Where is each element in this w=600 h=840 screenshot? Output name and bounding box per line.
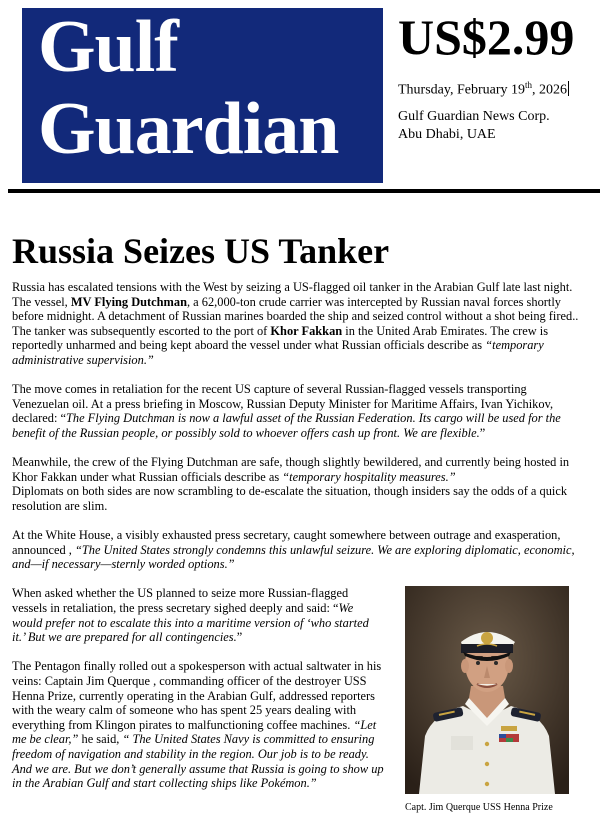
- quote: The Flying Dutchman is now a lawful asset of the Russian Federation. Its cargo will be used for the benefit of the Russian people, or possibly sold to whoever offers cash up front. We are flexible.: [12, 411, 561, 440]
- ship-name: MV Flying Dutchman: [70, 294, 187, 309]
- article-paragraph: Russia has escalated tensions with the West by seizing a US-flagged oil tanker in the Arabian Gulf late last night.: [12, 280, 573, 294]
- quote: We would prefer not to escalate this into a maritime version of ‘who started it.’ But we are prepared for all contingencies.: [12, 601, 369, 645]
- captain-photo: [405, 586, 569, 794]
- quote: “Let me be clear,”: [12, 717, 377, 747]
- quote: “The United States strongly condemns this unlawful seizure. We are exploring diplomatic, economic, and—if necessary—sternly worded options.”: [12, 542, 575, 572]
- article-paragraph: When asked whether the US planned to seize more Russian-flagged vessels in retaliation, the press secretary sighed deeply and said: “We would prefer not to escalate this into a maritime version of ‘who started it.’ But we are prepared for all contingencies.”: [12, 586, 369, 645]
- quote: “ The United States Navy is committed to ensuring freedom of navigation and stability in the region. Our job is to be ready. And we are. But we don’t generally assume that Russia is going to show up in the Arabian Gulf and start collecting ships like Pokémon.”: [12, 732, 384, 791]
- quote: “temporary hospitality measures.”: [282, 469, 456, 484]
- issue-date: [398, 80, 569, 99]
- article-paragraph: The move comes in retaliation for the recent US capture of several Russian-flagged vessels transporting Venezuelan oil. At a press briefing in Moscow, Russian Deputy Minister for Maritime Affairs, Ivan Yichikov, declared: “The Flying Dutchman is now a lawful asset of the Russian Federation. Its cargo will be used for the benefit of the Russian people, or possibly sold to whoever offers cash up front. We are flexible.”: [12, 382, 561, 440]
- publisher-location: Abu Dhabi, UAE: [398, 127, 496, 142]
- issue-date-ordinal: th: [525, 80, 533, 90]
- publisher-name: Gulf Guardian News Corp.: [398, 109, 550, 124]
- headline: Russia Seizes US Tanker: [12, 231, 390, 271]
- article-paragraph: At the White House, a visibly exhausted press secretary, caught somewhere between outrage and exasperation, announced , “The United States strongly condemns this unlawful seizure. We are exploring diplomatic, economic, and—if necessary—sternly worded options.”: [12, 528, 575, 572]
- masthead-line-1: Gulf: [38, 6, 178, 88]
- article-paragraph: Meanwhile, the crew of the Flying Dutchman are safe, though slightly bewildered, and currently being hosted in Khor Fakkan under what Russian officials describe as “temporary hospitality measures.”: [12, 455, 570, 484]
- price: US$2.99: [398, 9, 575, 65]
- article-paragraph: The vessel, MV Flying Dutchman, a 62,000-ton crude carrier was intercepted by Russian naval forces shortly before midnight. A detachment of Russian marines boarded the ship and seized control without a shot being fired.. The tanker was subsequently escorted to the port of Khor Fakkan in the United Arab Emirates. The crew is reportedly unharmed and being kept aboard the vessel under what Russian officials describe as “temporary administrative supervision.”: [12, 294, 579, 367]
- issue-date-year: , 2026: [532, 82, 568, 98]
- masthead-logo: [22, 8, 383, 183]
- masthead-line-2: Guardian: [38, 88, 339, 170]
- portrait-illustration: [405, 586, 569, 794]
- article-paragraph: The Pentagon finally rolled out a spokesperson with actual saltwater in his veins: Captain Jim Querque , commanding officer of the destroyer USS Henna Prize, currently operating in the Arabian Gulf, addressed reporters with the weary calm of someone who has spent 25 years dealing with everything from Klingon pirates to malfunctioning coffee machines. “Let me be clear,” he said, “ The United States Navy is committed to ensuring freedom of navigation and stability in the region. Our job is to be ready. And we are. But we don’t generally assume that Russia is going to show up in the Arabian Gulf and start collecting ships like Pokémon.”: [12, 659, 384, 791]
- article-paragraph: Diplomats on both sides are now scrambling to de-escalate the situation, though insiders say the odds of a quick resolution are slim.: [12, 484, 568, 513]
- text-cursor: [568, 81, 569, 96]
- photo-caption: Capt. Jim Querque USS Henna Prize: [405, 802, 553, 813]
- quote: “temporary administrative supervision.”: [12, 338, 544, 367]
- issue-date-day: Thursday, February 19: [398, 82, 526, 98]
- header-rule: [8, 189, 600, 193]
- port-name: Khor Fakkan: [270, 323, 343, 338]
- publisher-info: [398, 108, 550, 144]
